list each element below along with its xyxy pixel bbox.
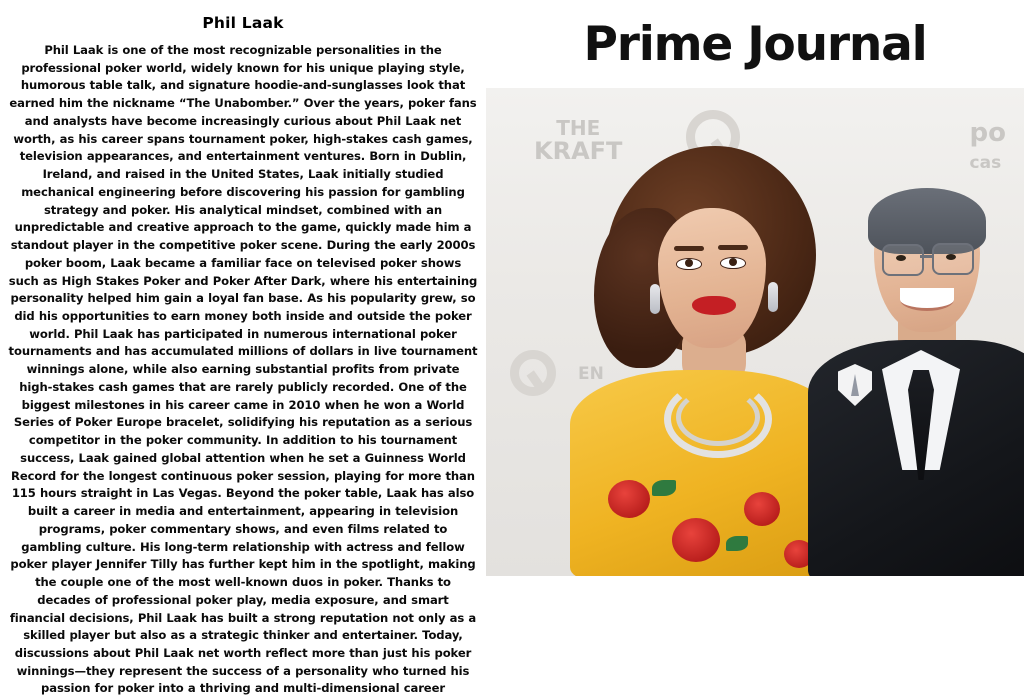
brand-title: Prime Journal [583, 16, 927, 72]
glasses-bridge [920, 255, 932, 258]
woman-pupil-left [685, 259, 693, 267]
woman-earring-right [768, 282, 778, 312]
woman-brow-right [718, 245, 748, 250]
article-panel [0, 0, 486, 696]
backdrop-q-icon [510, 350, 556, 396]
dress-flower [744, 492, 780, 526]
man-smile [900, 288, 954, 311]
woman-earring-left [650, 284, 660, 314]
woman-lips [692, 296, 736, 315]
backdrop-logo-en: EN [578, 364, 604, 384]
backdrop-logo-kraft: THE KRAFT [534, 116, 623, 165]
dress-leaf [652, 480, 676, 496]
article-body-text: Phil Laak is one of the most recognizable personalities in the professional poker world, widely known for his unique playing style, humorous table talk, and signature hoodie-and-sunglasses look that earned him the nickname “The Unabomber.” Over the years, poker fans and analysts have become increasingly curious about Phil Laak net worth, as his career spans tournament poker, high-stakes cash games, television appearances, and entertainment ventures. Born in Dublin, Ireland, and raised in the United States, Laak initially studied mechanical engineering before discovering his passion for gambling strategy and poker. His analytical mindset, combined with an unpredictable and creative approach to the game, quickly made him a standout player in the competitive poker scene. During the early 2000s poker boom, Laak became a familiar face on televised poker shows such as High Stakes Poker and Poker After Dark, where his entertaining personality helped him gain a loyal fan base. As his popularity grew, so did his opportunities to earn money both inside and outside the poker world. Phil Laak has participated in numerous international poker tournaments and has accumulated millions of dollars in live tournament winnings alone, while also earning substantial profits from private high-stakes cash games that are rarely publicly recorded. One of the biggest milestones in his career came in 2010 when he won a World Series of Poker Europe bracelet, solidifying his reputation as a serious competitor in the poker community. In addition to his tournament success, Laak gained global attention when he set a Guinness World Record for the longest continuous poker session, playing for more than 115 hours straight in Las Vegas. Beyond the poker table, Laak has also built a career in media and entertainment, appearing in television programs, poker commentary shows, and even films related to gambling culture. His long-term relationship with actress and fellow poker player Jennifer Tilly has further kept him in the spotlight, making the couple one of the most well-known duos in poker. Thanks to decades of professional poker play, media exposure, and smart financial decisions, Phil Laak has built a strong reputation not only as a skilled player but also as a strategic thinker and entertainer. Today, discussions about Phil Laak net worth reflect more than just his poker winnings—they represent the success of a personality who turned his passion for poker into a thriving and multi-dimensional career [8, 43, 478, 696]
page-title: Phil Laak [202, 14, 284, 32]
woman-pupil-right [729, 258, 737, 266]
event-photo [486, 88, 1024, 576]
woman-necklace-inner [676, 388, 760, 446]
brand-header [486, 0, 1024, 88]
dress-flower [608, 480, 650, 518]
media-panel [486, 0, 1024, 576]
backdrop-logo-pokercasino: po cas [969, 118, 1006, 174]
dress-leaf [726, 536, 748, 551]
man-eye-left [896, 255, 906, 261]
dress-flower [672, 518, 720, 562]
man-eye-right [946, 254, 956, 260]
woman-brow-left [674, 246, 704, 251]
